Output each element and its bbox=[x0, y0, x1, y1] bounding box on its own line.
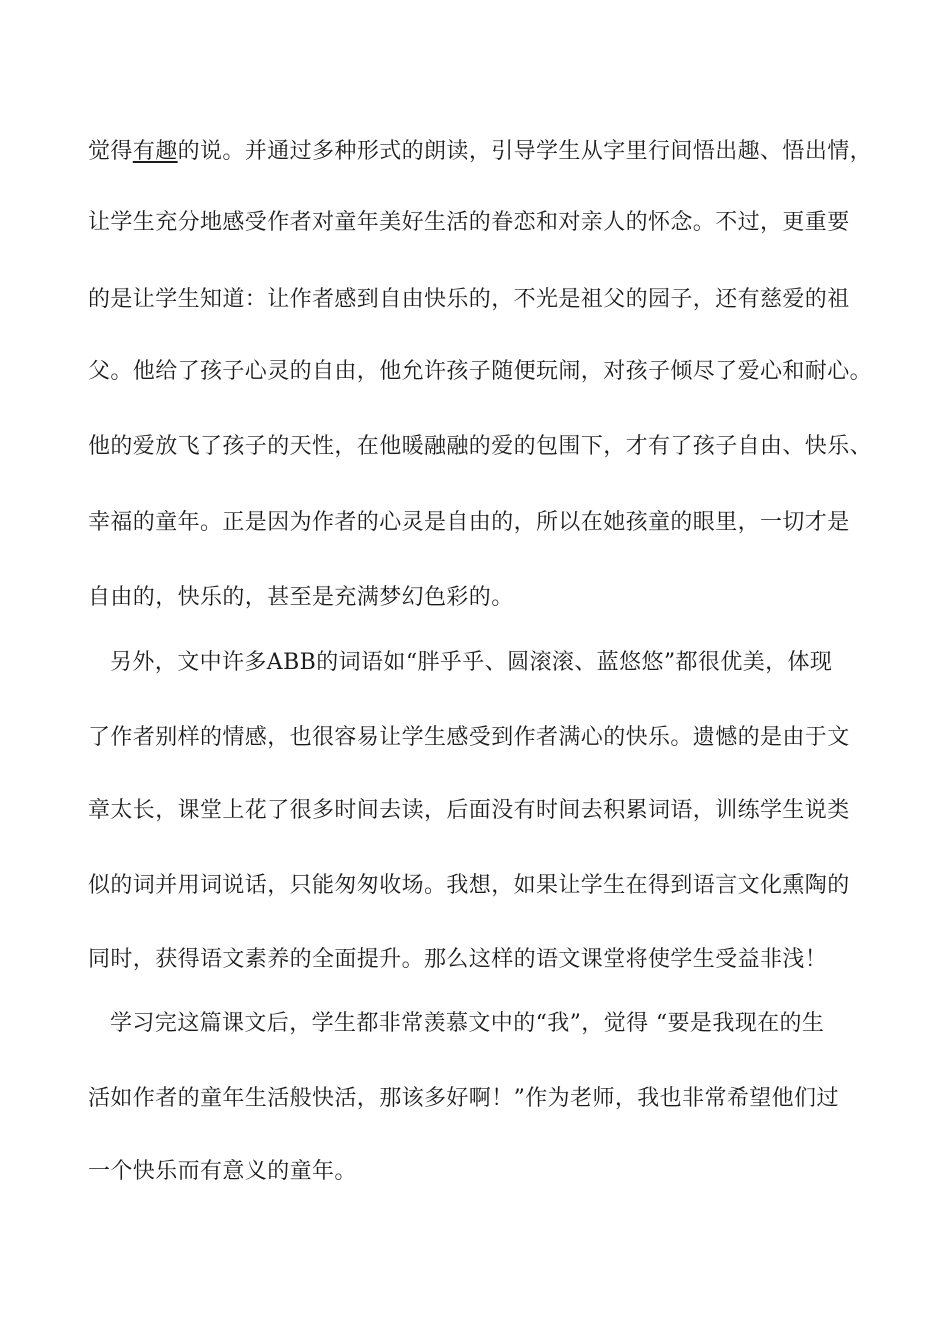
paragraph-1-line-1 bbox=[88, 137, 878, 167]
underlined-text: 有趣 bbox=[132, 139, 178, 164]
text-segment: 觉得 bbox=[88, 139, 133, 164]
paragraph-1-line-4: 父。他给了孩子心灵的自由，他允许孩子随便玩闹，对孩子倾尽了爱心和耐心。 bbox=[88, 359, 873, 384]
paragraph-1-line-3: 的是让学生知道：让作者感到自由快乐的，不光是祖父的园子，还有慈爱的祖 bbox=[88, 287, 850, 312]
paragraph-1-line-2: 让学生充分地感受作者对童年美好生活的眷恋和对亲人的怀念。不过，更重要 bbox=[88, 210, 850, 235]
paragraph-3-line-2: 活如作者的童年生活般快活，那该多好啊！”作为老师，我也非常希望他们过 bbox=[88, 1086, 839, 1111]
paragraph-1-line-6: 幸福的童年。正是因为作者的心灵是自由的，所以在她孩童的眼里，一切才是 bbox=[88, 510, 850, 535]
paragraph-2-line-3: 章太长，课堂上花了很多时间去读，后面没有时间去积累词语，训练学生说类 bbox=[88, 798, 850, 823]
paragraph-2-line-5: 同时，获得语文素养的全面提升。那么这样的语文课堂将使学生受益非浅！ bbox=[88, 947, 828, 972]
paragraph-1-line-7: 自由的，快乐的，甚至是充满梦幻色彩的。 bbox=[88, 585, 514, 610]
paragraph-1-line-5: 他的爱放飞了孩子的天性，在他暖融融的爱的包围下，才有了孩子自由、快乐、 bbox=[88, 434, 873, 459]
paragraph-2-line-2: 了作者别样的情感，也很容易让学生感受到作者满心的快乐。遗憾的是由于文 bbox=[88, 725, 850, 750]
text-segment: 的说。并通过多种形式的朗读，引导学生从字里行间悟出趣、悟出情， bbox=[177, 139, 873, 164]
paragraph-2-line-1: 另外，文中许多ABB的词语如“胖乎乎、圆滚滚、蓝悠悠”都很优美，体现 bbox=[110, 650, 833, 675]
paragraph-3-line-1: 学习完这篇课文后，学生都非常羡慕文中的“我”，觉得 “要是我现在的生 bbox=[110, 1011, 825, 1036]
paragraph-2-line-4: 似的词并用词说话，只能匆匆收场。我想，如果让学生在得到语言文化熏陶的 bbox=[88, 873, 850, 898]
paragraph-3-line-3: 一个快乐而有意义的童年。 bbox=[88, 1159, 357, 1184]
